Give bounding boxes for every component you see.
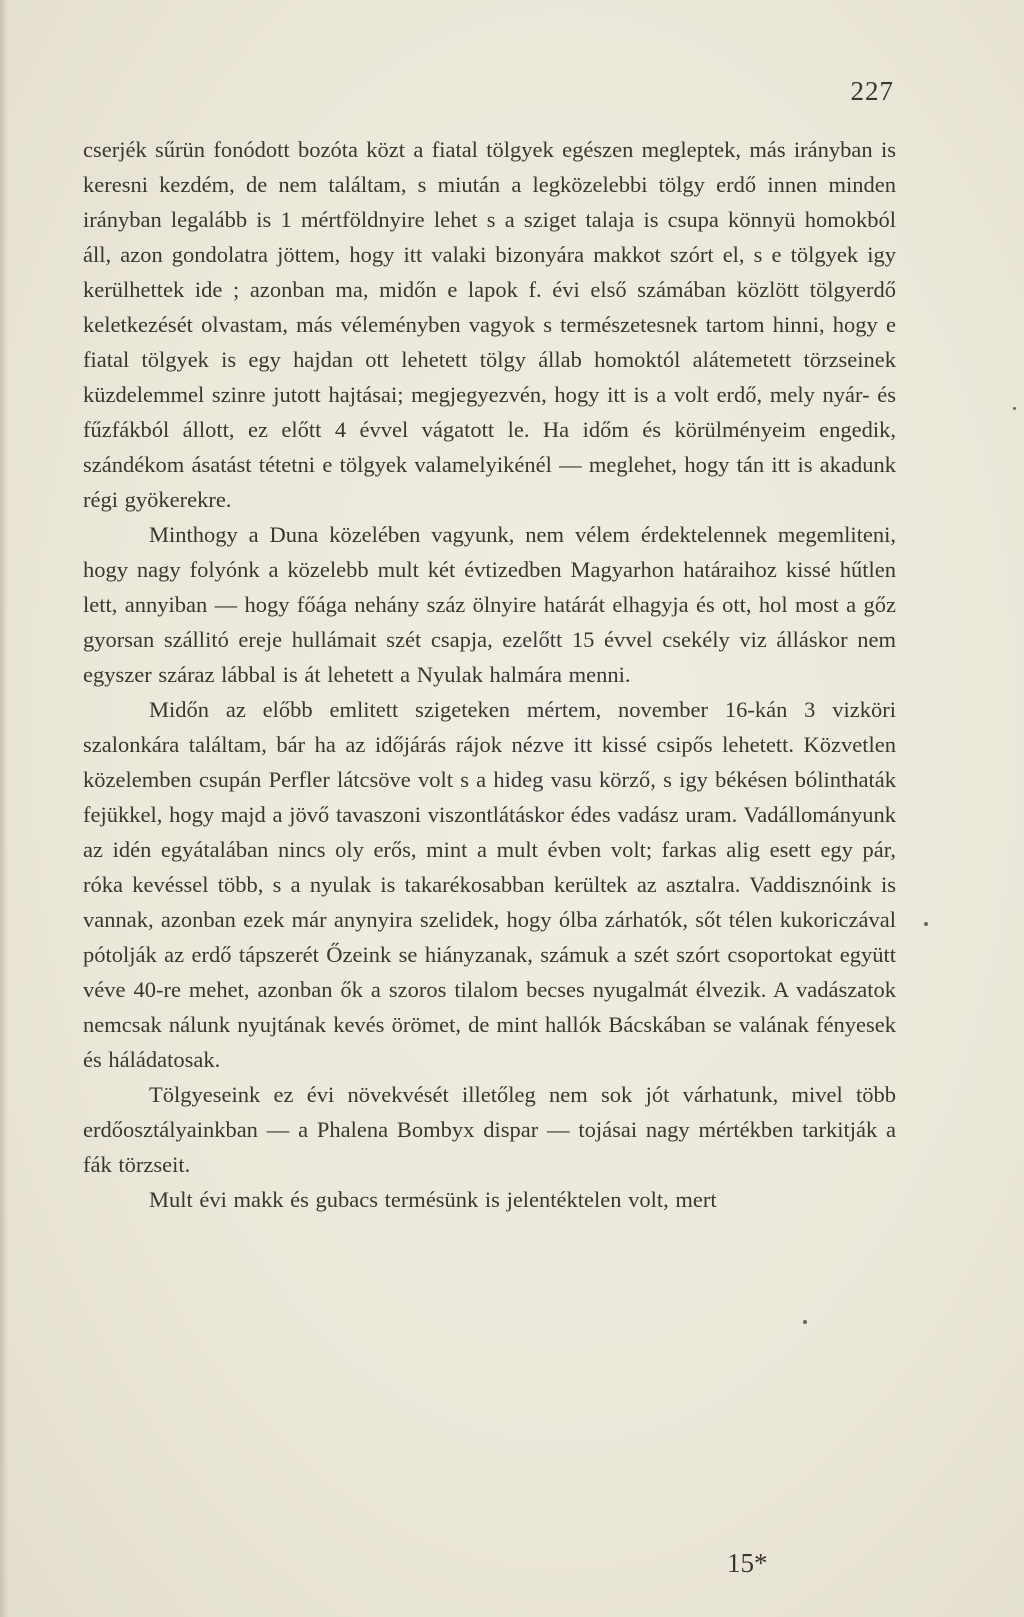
paper-speck: [924, 922, 928, 926]
paragraph-1: cserjék sűrün fonódott bozóta közt a fiatal tölgyek egészen megleptek, más irányban is keresni kezdém, de nem találtam, s miután a legközelebbi tölgy erdő innen minden irányban legalább is 1 mértföldnyire lehet s a sziget talaja is csupa könnyü homokból áll, azon gondolatra jöttem, hogy itt valaki bizonyára makkot szórt el, s e tölgyek igy kerülhettek ide ; azonban ma, midőn e lapok f. évi első számában közlött tölgyerdő keletkezését olvastam, más véleményben vagyok s természetesnek tartom hinni, hogy e fiatal tölgyek is egy hajdan ott lehetett tölgy állab homoktól alátemetett törzseinek küzdelemmel szinre jutott hajtásai; megjegyezvén, hogy itt is a volt erdő, mely nyár- és fűzfákból állott, ez előtt 4 évvel vágatott le. Ha időm és körülményeim engedik, szándékom ásatást tétetni e tölgyek valamelyikénél — meglehet, hogy tán itt is akadunk régi gyökerekre.: [83, 137, 896, 512]
signature-mark: 15*: [727, 1548, 768, 1578]
paper-speck: [803, 1320, 807, 1324]
paragraph-4: Tölgyeseink ez évi növekvését illetőleg nem sok jót várhatunk, mivel több erdőosztályainkban — a Phalena Bombyx dispar — tojásai nagy mértékben tarkitják a fák törzseit.: [83, 1082, 896, 1177]
paragraph-5: Mult évi makk és gubacs termésünk is jelentéktelen volt, mert: [149, 1187, 717, 1212]
page-edge-shadow: [0, 0, 8, 1617]
paragraph-3: Midőn az előbb emlitett szigeteken mértem, november 16-kán 3 vizköri szalonkára találtam, bár ha az időjárás rájok nézve itt kissé csipős lehetett. Közvetlen közelemben csupán Perfler látcsöve volt s a hideg vasu körző, s igy békésen bólinthaták fejükkel, hogy majd a jövő tavaszoni viszontlátáskor édes vadász uram. Vadállományunk az idén egyátalában nincs oly erős, mint a mult évben volt; farkas alig esett egy pár, róka kevéssel több, s a nyulak is takarékosabban kerültek az asztalra. Vaddisznóink is vannak, azonban ezek már anynyira szelidek, hogy ólba zárhatók, sőt télen kukoriczával pótolják az erdő tápszerét Őzeink se hiányzanak, számuk a szét szórt csoportokat együtt véve 40-re mehet, azonban ők a szoros tilalom becses nyugalmát élvezik. A vadászatok nemcsak nálunk nyujtának kevés örömet, de mint hallók Bácskában se valának fényesek és háládatosak.: [83, 697, 896, 1072]
paragraph-2: Minthogy a Duna közelében vagyunk, nem vélem érdektelennek megemliteni, hogy nagy folyónk a közelebb mult két évtizedben Magyarhon határaihoz kissé hűtlen lett, annyiban — hogy főága nehány száz ölnyire határát elhagyja és ott, hol most a gőz gyorsan szállitó ereje hullámait szét csapja, ezelőtt 15 évvel csekély viz álláskor nem egyszer száraz lábbal is át lehetett a Nyulak halmára menni.: [83, 522, 896, 687]
page-number: 227: [850, 76, 894, 106]
paper-speck: [1013, 407, 1016, 410]
text-body: [83, 132, 896, 1217]
